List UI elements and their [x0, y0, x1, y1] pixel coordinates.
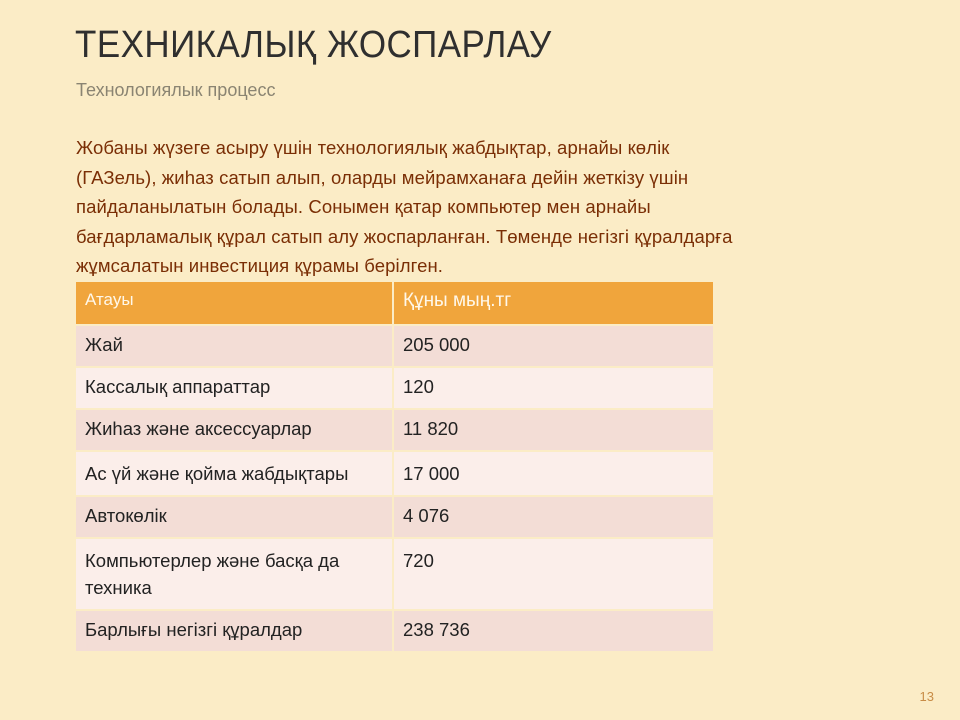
- row-cost: 120: [393, 367, 714, 409]
- table-row: [75, 610, 714, 652]
- row-name: Жиһаз және аксессуарлар: [75, 409, 393, 451]
- row-name: Кассалық аппараттар: [75, 367, 393, 409]
- table-row: [75, 496, 714, 538]
- row-cost: 4 076: [393, 496, 714, 538]
- header-cost: Құны мың.тг: [393, 281, 714, 325]
- row-cost: 11 820: [393, 409, 714, 451]
- row-name: Автокөлік: [75, 496, 393, 538]
- row-name: Ас үй және қойма жабдықтары: [75, 451, 393, 496]
- investment-table: [74, 280, 715, 653]
- table-row: [75, 367, 714, 409]
- row-name: Барлығы негізгі құралдар: [75, 610, 393, 652]
- slide-title: ТЕХНИКАЛЫҚ ЖОСПАРЛАУ: [75, 24, 552, 66]
- slide-subtitle: Технологиялык процесс: [76, 80, 276, 100]
- row-cost: 205 000: [393, 325, 714, 367]
- row-cost: 17 000: [393, 451, 714, 496]
- table-header-row: [75, 281, 714, 325]
- table-row: [75, 409, 714, 451]
- row-name: Жай: [75, 325, 393, 367]
- table-row: [75, 325, 714, 367]
- description-paragraph: Жобаны жүзеге асыру үшін технологиялық жабдықтар, арнайы көлік (ГАЗель), жиһаз сатып алып, оларды мейрамханаға дейін жеткізу үшін пайдаланылатын болады. Сонымен қатар компьютер мен арнайы бағдарламалық құрал сатып алу жоспарланған. Төменде негізгі құралдарға жұмсалатын инвестиция құрамы берілген.: [76, 137, 733, 277]
- page-number: 13: [919, 689, 934, 704]
- table-row: [75, 538, 714, 610]
- header-name: Атауы: [75, 281, 393, 325]
- row-cost: 238 736: [393, 610, 714, 652]
- row-cost: 720: [393, 538, 714, 610]
- row-name: Компьютерлер және басқа да техника: [75, 538, 393, 610]
- table-row: [75, 451, 714, 496]
